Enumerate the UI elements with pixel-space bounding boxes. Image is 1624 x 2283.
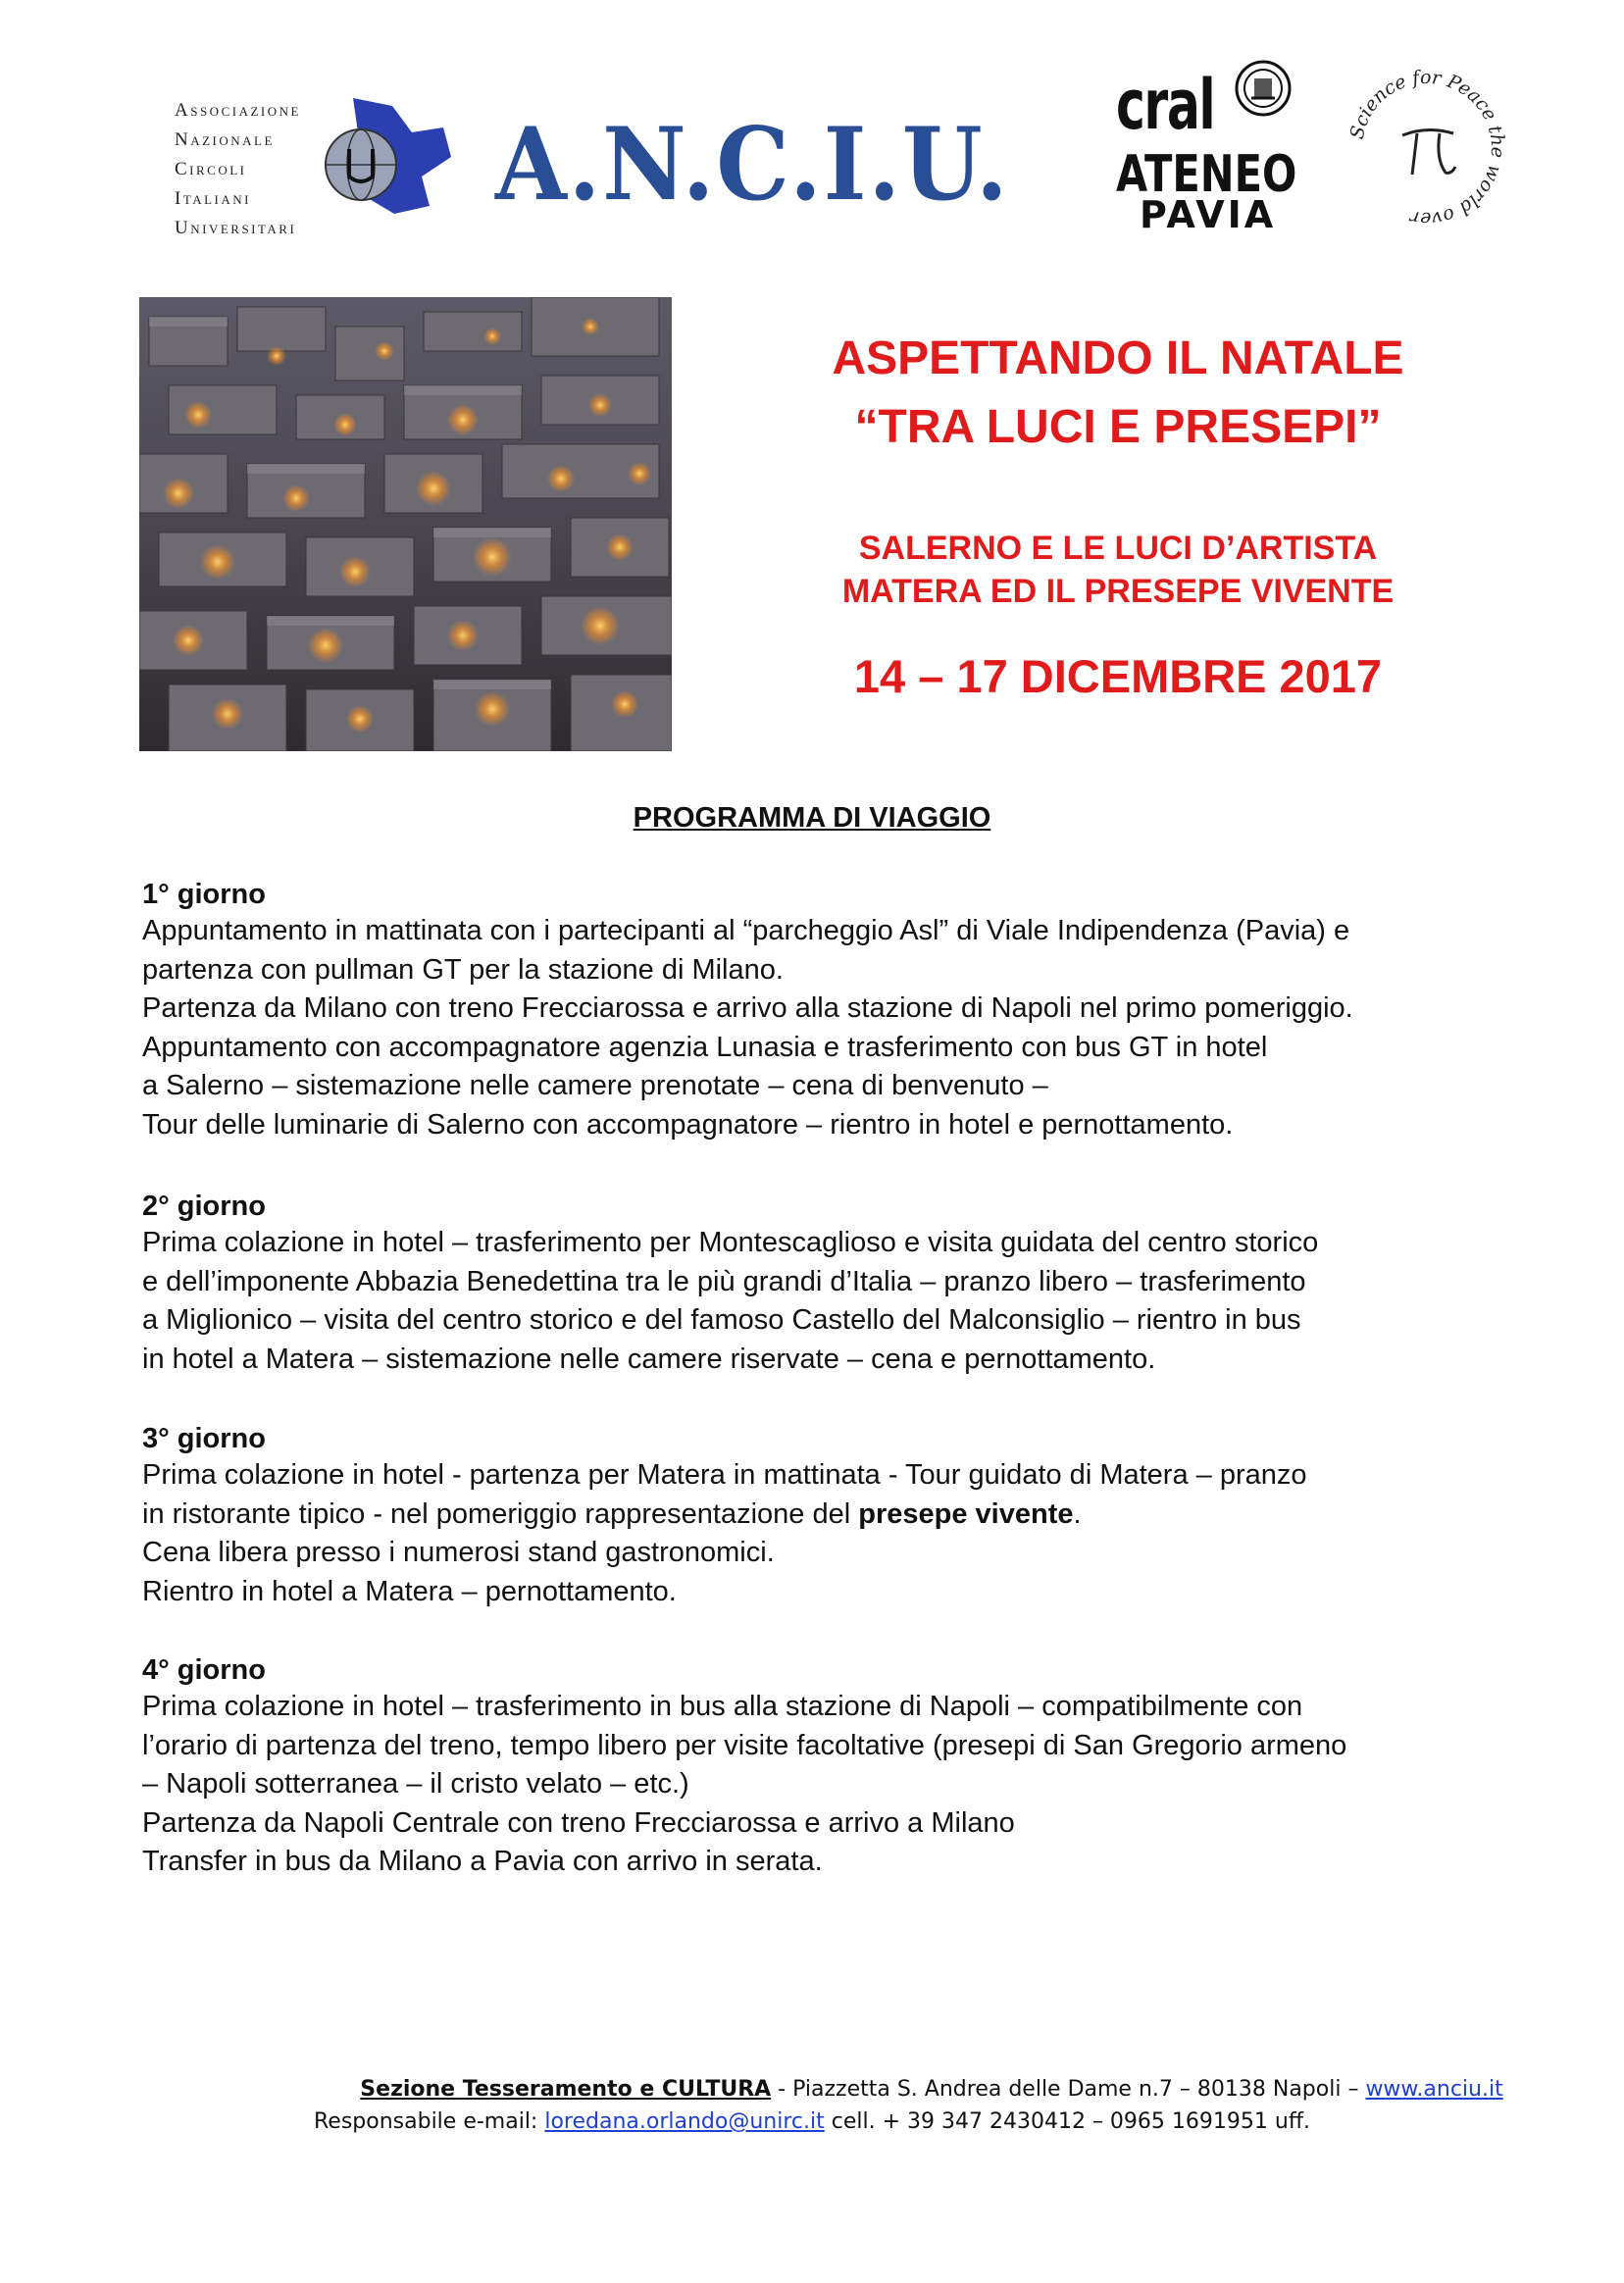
matera-night-photo — [139, 297, 672, 751]
day-heading: 4° giorno — [142, 1654, 266, 1686]
day-block — [142, 877, 1515, 1144]
university-seal-icon — [1234, 59, 1293, 118]
subheading-salerno: SALERNO E LE LUCI D’ARTISTA — [858, 530, 1378, 567]
day-line: Prima colazione in hotel – trasferimento in bus alla stazione di Napoli – compatibilmente con — [142, 1691, 1303, 1722]
day-heading: 2° giorno — [142, 1191, 266, 1222]
day-line-text: . — [1073, 1497, 1082, 1530]
ateneo-word: ATENEO — [1116, 145, 1297, 204]
day-line: a Salerno – sistemazione nelle camere prenotate – cena di benvenuto – — [142, 1070, 1048, 1101]
science-for-peace-text: Science for Peace the world over — [1345, 66, 1509, 230]
science-for-peace-emblem — [1344, 65, 1510, 231]
assoc-line: Italiani — [175, 188, 251, 209]
day-line: Tour delle luminarie di Salerno con accompagnatore – rientro in hotel e pernottamento. — [142, 1108, 1234, 1141]
program-title: PROGRAMMA DI VIAGGIO — [633, 802, 991, 834]
day-line: Partenza da Milano con treno Frecciarossa e arrivo alla stazione di Napoli nel primo pomeriggio. — [142, 992, 1353, 1024]
day-line: Appuntamento in mattinata con i partecipanti al “parcheggio Asl” di Viale Indipendenza (Pavia) e — [142, 915, 1350, 946]
event-dates: 14 – 17 DICEMBRE 2017 — [853, 650, 1383, 702]
assoc-line: Nazionale — [175, 129, 275, 150]
day-line: a Miglionico – visita del centro storico e del famoso Castello del Malconsiglio – rientro in bus — [142, 1304, 1301, 1336]
day-line: l’orario di partenza del treno, tempo libero per visite facoltative (presepi di San Gregorio armeno — [142, 1729, 1347, 1761]
footer-resp-label: Responsabile e-mail: — [314, 2109, 545, 2134]
day-line-text: in ristorante tipico - nel pomeriggio rappresentazione del — [142, 1497, 859, 1530]
footer-phones: cell. + 39 347 2430412 – 0965 1691951 uff. — [824, 2109, 1310, 2134]
assoc-line: Universitari — [175, 218, 297, 238]
footer-contact-line — [0, 2109, 1624, 2134]
footer-address-line — [0, 2077, 1624, 2102]
day-line: Prima colazione in hotel – trasferimento per Montescaglioso e visita guidata del centro storico — [142, 1227, 1319, 1258]
assoc-line: Circoli — [175, 159, 247, 179]
cral-ateneo-logo — [1108, 59, 1314, 236]
footer-address: - Piazzetta S. Andrea delle Dame n.7 – 80138 Napoli – — [771, 2077, 1366, 2102]
day-line: Transfer in bus da Milano a Pavia con arrivo in serata. — [142, 1846, 823, 1877]
assoc-name-lines — [175, 96, 301, 243]
day-heading: 3° giorno — [142, 1423, 266, 1454]
science-for-peace-logo — [1344, 65, 1510, 231]
day-line: Appuntamento con accompagnatore agenzia Lunasia e trasferimento con bus GT in hotel — [142, 1031, 1268, 1063]
day-line: – Napoli sotterranea – il cristo velato – etc.) — [142, 1768, 689, 1800]
email-link[interactable]: loredana.orlando@unirc.it — [544, 2109, 825, 2134]
day-line-mixed — [142, 1496, 1515, 1535]
headline-subtitle: “TRA LUCI E PRESEPI” — [854, 401, 1382, 453]
day-block — [142, 1652, 1515, 1882]
day-line: partenza con pullman GT per la stazione di Milano. — [142, 953, 784, 986]
footer-section-name: Sezione Tesseramento e CULTURA — [360, 2077, 772, 2102]
pavia-word: PAVIA — [1140, 193, 1277, 236]
day-line: Prima colazione in hotel - partenza per Matera in mattinata - Tour guidato di Matera – pranzo — [142, 1459, 1307, 1491]
svg-text:Science for Peace the world ov — [1346, 67, 1509, 229]
day-line: Cena libera presso i numerosi stand gastronomici. — [142, 1537, 775, 1568]
cral-word: cral — [1116, 65, 1215, 145]
associazione-logo — [167, 88, 461, 238]
assoc-line: Associazione — [175, 100, 301, 121]
website-link[interactable]: www.anciu.it — [1365, 2077, 1503, 2102]
subheading-matera: MATERA ED IL PRESEPE VIVENTE — [841, 573, 1395, 610]
headline-main: ASPETTANDO IL NATALE — [832, 332, 1404, 384]
day-block — [142, 1421, 1515, 1611]
presepe-vivente-highlight: presepe vivente — [858, 1497, 1074, 1530]
day-line: in hotel a Matera – sistemazione nelle camere riservate – cena e pernottamento. — [142, 1343, 1156, 1375]
anciu-title: A.N.C.I.U. — [495, 106, 1010, 224]
day-line: e dell’imponente Abbazia Benedettina tra le più grandi d’Italia – pranzo libero – trasferimento — [142, 1265, 1306, 1297]
day-block — [142, 1189, 1515, 1379]
day-heading: 1° giorno — [142, 879, 266, 910]
day-line: Rientro in hotel a Matera – pernottamento. — [142, 1575, 677, 1607]
day-line: Partenza da Napoli Centrale con treno Frecciarossa e arrivo a Milano — [142, 1806, 1015, 1839]
